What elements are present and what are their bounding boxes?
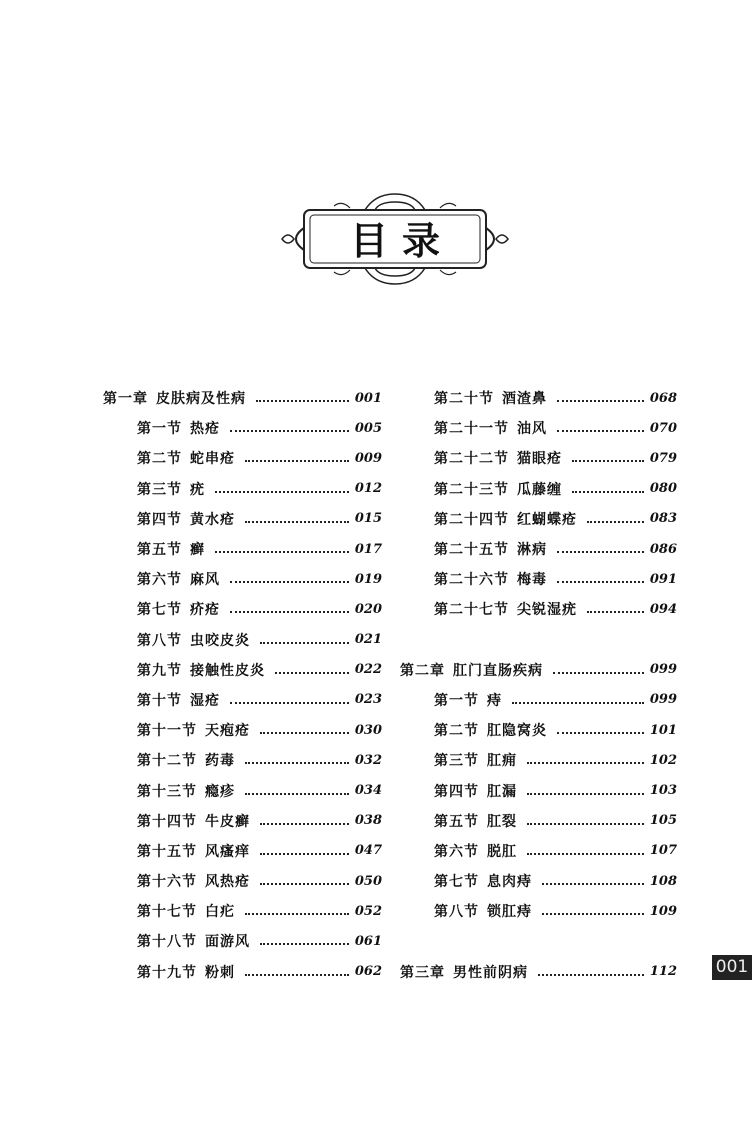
toc-title-ornament <box>270 188 520 288</box>
dot-leader <box>256 400 349 402</box>
entry-title: 瘾疹 <box>205 783 235 800</box>
entry-label: 第一节 <box>434 692 479 709</box>
entry-page-number: 019 <box>354 571 382 587</box>
entry-page-number: 101 <box>649 722 677 738</box>
entry-page-number: 105 <box>649 813 677 829</box>
entry-title: 红蝴蝶疮 <box>517 511 577 528</box>
toc-section-entry[interactable] <box>103 866 382 896</box>
toc-section-entry[interactable] <box>400 443 677 473</box>
dot-leader <box>260 853 349 855</box>
toc-section-entry[interactable] <box>400 594 677 624</box>
entry-title: 粉刺 <box>205 964 235 981</box>
toc-section-entry[interactable] <box>400 504 677 534</box>
entry-page-number: 099 <box>649 662 677 678</box>
entry-label: 第二十三节 <box>434 481 509 498</box>
entry-label: 第二节 <box>137 451 182 468</box>
entry-label: 第二十六节 <box>434 572 509 589</box>
entry-title: 肛痈 <box>487 753 517 770</box>
entry-label: 第十四节 <box>137 813 197 830</box>
entry-title: 牛皮癣 <box>205 813 250 830</box>
entry-title: 麻风 <box>190 572 220 589</box>
entry-page-number: 009 <box>354 450 382 466</box>
entry-label: 第五节 <box>434 813 479 830</box>
dot-leader <box>245 974 349 976</box>
entry-title: 肛门直肠疾病 <box>453 662 543 679</box>
toc-section-entry[interactable] <box>103 564 382 594</box>
entry-label: 第二十节 <box>434 391 494 408</box>
page-number-badge: 001 <box>712 955 752 980</box>
entry-title: 男性前阴病 <box>453 964 528 981</box>
entry-title: 药毒 <box>205 753 235 770</box>
entry-label: 第三节 <box>137 481 182 498</box>
dot-leader <box>260 883 349 885</box>
entry-label: 第四节 <box>137 511 182 528</box>
dot-leader <box>260 732 349 734</box>
entry-title: 猫眼疮 <box>517 451 562 468</box>
entry-title: 黄水疮 <box>190 511 235 528</box>
entry-label: 第一章 <box>103 391 148 408</box>
dot-leader <box>542 913 644 915</box>
entry-label: 第二十七节 <box>434 602 509 619</box>
dot-leader <box>572 491 644 493</box>
entry-page-number: 112 <box>649 964 677 980</box>
entry-label: 第十七节 <box>137 904 197 921</box>
toc-section-entry[interactable] <box>103 594 382 624</box>
entry-label: 第八节 <box>434 904 479 921</box>
dot-leader <box>587 521 644 523</box>
entry-page-number: 012 <box>354 481 382 497</box>
toc-section-entry[interactable] <box>400 806 677 836</box>
dot-leader <box>230 702 349 704</box>
toc-section-entry[interactable] <box>400 896 677 926</box>
toc-section-entry[interactable] <box>400 474 677 504</box>
entry-page-number: 017 <box>354 541 382 557</box>
dot-leader <box>245 521 349 523</box>
dot-leader <box>557 400 644 402</box>
entry-label: 第九节 <box>137 662 182 679</box>
entry-label: 第十六节 <box>137 874 197 891</box>
entry-page-number: 102 <box>649 752 677 768</box>
entry-label: 第七节 <box>137 602 182 619</box>
toc-section-entry[interactable] <box>400 685 677 715</box>
entry-label: 第八节 <box>137 632 182 649</box>
entry-label: 第十九节 <box>137 964 197 981</box>
toc-section-entry[interactable] <box>103 443 382 473</box>
entry-label: 第二十五节 <box>434 542 509 559</box>
entry-label: 第一节 <box>137 421 182 438</box>
entry-title: 虫咬皮炎 <box>190 632 250 649</box>
toc-section-entry[interactable] <box>400 564 677 594</box>
entry-page-number: 005 <box>354 420 382 436</box>
dot-leader <box>527 823 644 825</box>
entry-title: 肛隐窝炎 <box>487 723 547 740</box>
toc-section-entry[interactable] <box>103 957 382 987</box>
entry-label: 第二十四节 <box>434 511 509 528</box>
dot-leader <box>260 823 349 825</box>
dot-leader <box>275 672 349 674</box>
entry-page-number: 083 <box>649 511 677 527</box>
dot-leader <box>527 793 644 795</box>
entry-page-number: 099 <box>649 692 677 708</box>
toc-spacer <box>400 926 677 956</box>
entry-page-number: 080 <box>649 481 677 497</box>
entry-page-number: 050 <box>354 873 382 889</box>
dot-leader <box>512 702 644 704</box>
entry-page-number: 094 <box>649 601 677 617</box>
entry-page-number: 020 <box>354 601 382 617</box>
entry-page-number: 091 <box>649 571 677 587</box>
entry-page-number: 062 <box>354 964 382 980</box>
entry-page-number: 030 <box>354 722 382 738</box>
toc-section-entry[interactable] <box>103 775 382 805</box>
toc-chapter-entry[interactable] <box>400 957 677 987</box>
dot-leader <box>542 883 644 885</box>
entry-title: 肛裂 <box>487 813 517 830</box>
dot-leader <box>557 581 644 583</box>
toc-section-entry[interactable] <box>400 715 677 745</box>
entry-title: 梅毒 <box>517 572 547 589</box>
dot-leader <box>245 793 349 795</box>
dot-leader <box>538 974 644 976</box>
entry-title: 痔 <box>487 692 502 709</box>
dot-leader <box>245 913 349 915</box>
entry-label: 第五节 <box>137 542 182 559</box>
toc-section-entry[interactable] <box>103 534 382 564</box>
entry-title: 热疮 <box>190 421 220 438</box>
entry-label: 第十八节 <box>137 934 197 951</box>
dot-leader <box>260 642 349 644</box>
entry-page-number: 034 <box>354 783 382 799</box>
toc-section-entry[interactable] <box>103 474 382 504</box>
entry-title: 淋病 <box>517 542 547 559</box>
dot-leader <box>230 581 349 583</box>
entry-page-number: 015 <box>354 511 382 527</box>
toc-section-entry[interactable] <box>103 655 382 685</box>
dot-leader <box>230 430 349 432</box>
entry-title: 湿疮 <box>190 692 220 709</box>
dot-leader <box>260 943 349 945</box>
entry-title: 白疕 <box>205 904 235 921</box>
entry-page-number: 021 <box>354 632 382 648</box>
entry-label: 第二十二节 <box>434 451 509 468</box>
entry-page-number: 052 <box>354 903 382 919</box>
entry-title: 锁肛痔 <box>487 904 532 921</box>
entry-title: 皮肤病及性病 <box>156 391 246 408</box>
toc-section-entry[interactable] <box>103 806 382 836</box>
entry-label: 第四节 <box>434 783 479 800</box>
entry-label: 第十二节 <box>137 753 197 770</box>
toc-section-entry[interactable] <box>103 504 382 534</box>
toc-right-column <box>400 383 677 987</box>
toc-section-entry[interactable] <box>103 625 382 655</box>
entry-title: 脱肛 <box>487 843 517 860</box>
toc-section-entry[interactable] <box>400 534 677 564</box>
toc-section-entry[interactable] <box>103 896 382 926</box>
entry-title: 面游风 <box>205 934 250 951</box>
toc-spacer <box>400 625 677 655</box>
toc-section-entry[interactable] <box>400 413 677 443</box>
entry-label: 第六节 <box>137 572 182 589</box>
entry-page-number: 103 <box>649 783 677 799</box>
entry-label: 第三节 <box>434 753 479 770</box>
entry-label: 第三章 <box>400 964 445 981</box>
entry-page-number: 047 <box>354 843 382 859</box>
toc-left-column <box>103 383 382 987</box>
toc-section-entry[interactable] <box>103 926 382 956</box>
dot-leader <box>572 460 644 462</box>
entry-title: 疥疮 <box>190 602 220 619</box>
entry-label: 第二节 <box>434 723 479 740</box>
entry-page-number: 079 <box>649 450 677 466</box>
entry-label: 第十一节 <box>137 723 197 740</box>
entry-title: 酒渣鼻 <box>502 391 547 408</box>
toc-chapter-entry[interactable] <box>103 383 382 413</box>
entry-page-number: 109 <box>649 903 677 919</box>
entry-label: 第七节 <box>434 874 479 891</box>
toc-section-entry[interactable] <box>103 685 382 715</box>
toc-section-entry[interactable] <box>400 775 677 805</box>
dot-leader <box>245 762 349 764</box>
dot-leader <box>557 551 644 553</box>
toc-section-entry[interactable] <box>400 836 677 866</box>
entry-label: 第二章 <box>400 662 445 679</box>
entry-title: 癣 <box>190 542 205 559</box>
entry-page-number: 001 <box>354 390 382 406</box>
dot-leader <box>215 491 349 493</box>
toc-section-entry[interactable] <box>103 715 382 745</box>
entry-title: 蛇串疮 <box>190 451 235 468</box>
entry-title: 瓜藤缠 <box>517 481 562 498</box>
entry-page-number: 061 <box>354 933 382 949</box>
toc-chapter-entry[interactable] <box>400 655 677 685</box>
entry-page-number: 023 <box>354 692 382 708</box>
entry-page-number: 070 <box>649 420 677 436</box>
entry-label: 第二十一节 <box>434 421 509 438</box>
dot-leader <box>527 853 644 855</box>
entry-page-number: 108 <box>649 873 677 889</box>
dot-leader <box>557 430 644 432</box>
entry-label: 第十五节 <box>137 843 197 860</box>
entry-title: 接触性皮炎 <box>190 662 265 679</box>
entry-page-number: 032 <box>354 752 382 768</box>
toc-title: 目录 <box>349 219 454 263</box>
entry-title: 风瘙痒 <box>205 843 250 860</box>
entry-title: 天疱疮 <box>205 723 250 740</box>
dot-leader <box>215 551 349 553</box>
entry-title: 疣 <box>190 481 205 498</box>
toc-section-entry[interactable] <box>400 745 677 775</box>
dot-leader <box>553 672 644 674</box>
entry-page-number: 068 <box>649 390 677 406</box>
toc-section-entry[interactable] <box>103 745 382 775</box>
entry-page-number: 022 <box>354 662 382 678</box>
toc-section-entry[interactable] <box>400 383 677 413</box>
entry-title: 油风 <box>517 421 547 438</box>
dot-leader <box>230 611 349 613</box>
toc-section-entry[interactable] <box>400 866 677 896</box>
toc-section-entry[interactable] <box>103 413 382 443</box>
entry-page-number: 086 <box>649 541 677 557</box>
entry-label: 第十三节 <box>137 783 197 800</box>
dot-leader <box>557 732 644 734</box>
entry-title: 息肉痔 <box>487 874 532 891</box>
entry-page-number: 107 <box>649 843 677 859</box>
entry-page-number: 038 <box>354 813 382 829</box>
entry-title: 尖锐湿疣 <box>517 602 577 619</box>
dot-leader <box>527 762 644 764</box>
entry-label: 第十节 <box>137 692 182 709</box>
entry-label: 第六节 <box>434 843 479 860</box>
dot-leader <box>245 460 349 462</box>
toc-section-entry[interactable] <box>103 836 382 866</box>
dot-leader <box>587 611 644 613</box>
entry-title: 风热疮 <box>205 874 250 891</box>
entry-title: 肛漏 <box>487 783 517 800</box>
